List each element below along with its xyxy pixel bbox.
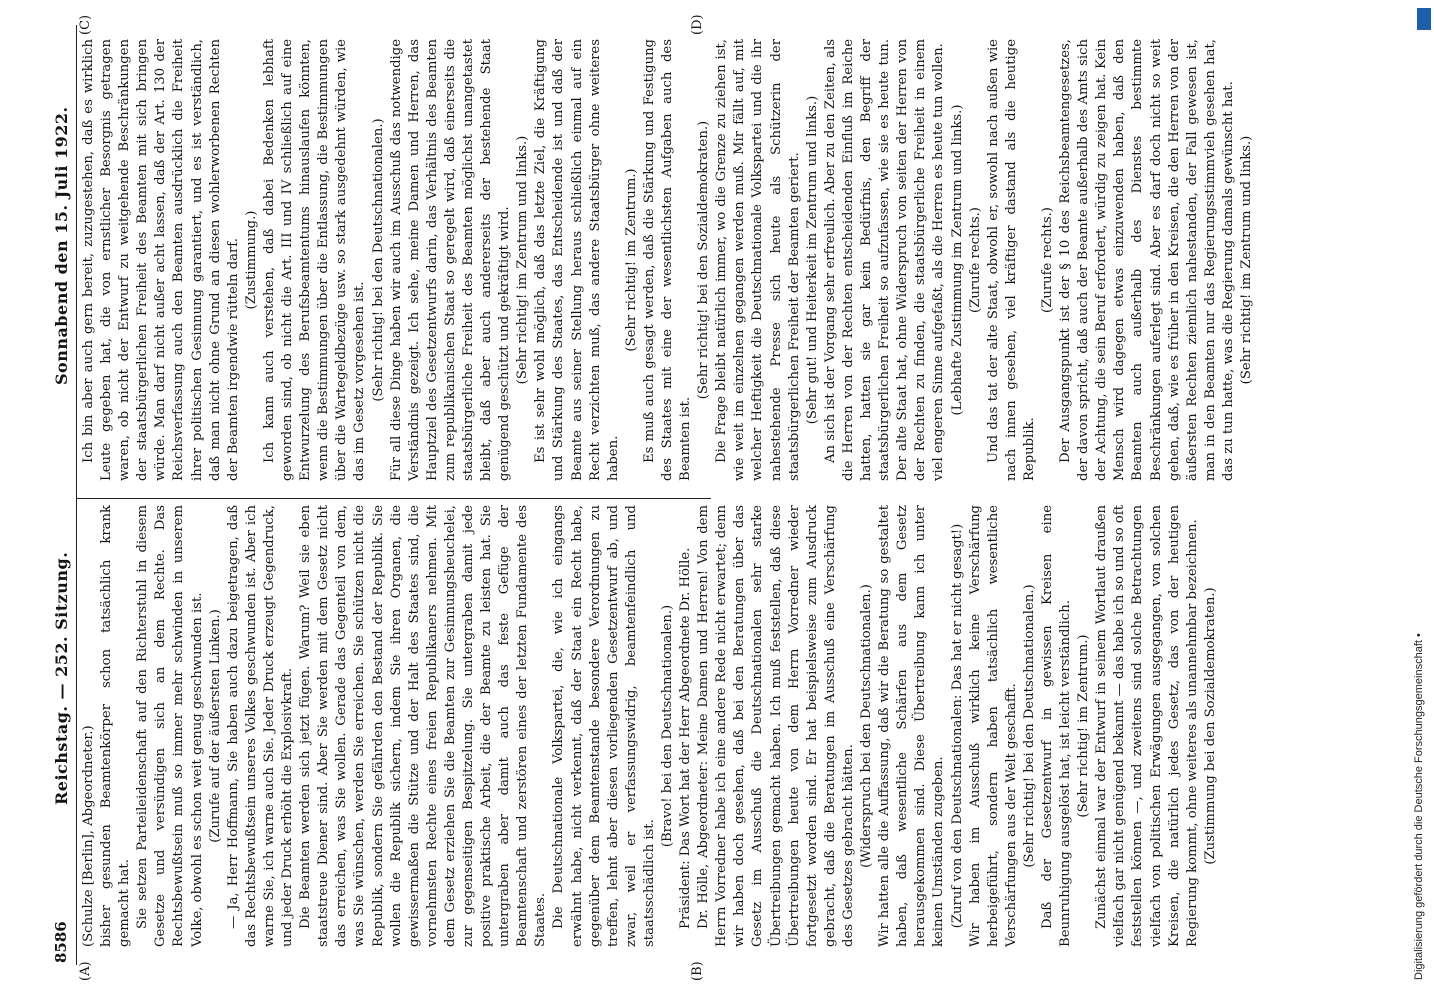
interjection: (Sehr richtig! im Zentrum und links.) — [515, 135, 531, 385]
interjection: (Lebhafte Zustimmung im Zentrum und links.) — [949, 104, 965, 416]
column-rule — [76, 498, 711, 499]
interjection: (Zuruf von den Deutschnationalen: Das hat er nicht gesagt!) — [949, 523, 965, 929]
speaker-context: (Schulze [Berlin], Abgeordneter.) — [81, 725, 96, 947]
paragraph: Der Ausgangspunkt ist der § 10 des Reichsbeamtengesetzes, der davon spricht, daß auch der Beamte außerhalb des Amts sich der Achtung, die sein Beruf erfordert, würdig zu zeigen hat. Kein Mensch wird dagegen etwas einzuwenden haben, daß den Beamten auch außerhalb des Dienstes bestimmte Beschränkungen auferlegt sind. Aber es darf doch nicht so weit gehen, daß, wie es früher in den Kreisen, die den Herren von der äußersten Rechten ziemlich nahestanden, der Fall gewesen ist, man in den Beamten nur das Regierungsstimmvieh gesehen hat, das zu tun hatte, was die Regierung damals gewünscht hat. — [1058, 39, 1236, 481]
interjection: (Bravo! bei den Deutschnationalen.) — [660, 604, 675, 848]
paragraph: Zunächst einmal war der Entwurf in seinem Wortlaut draußen vielfach gar nicht genügend bekannt — das habe ich so und so oft feststellen können —, und zweitens sind solche Betrachtungen vielfach von politischen Erwägungen ausgegangen, von solchen Kreisen, die natürlich jedes Gesetz, das von der heutigen Regierung kommt, ohne weiteres als unannehmbar bezeichnen. — [1094, 505, 1200, 947]
interjection: (Widerspruch bei den Deutschnationalen.) — [859, 584, 875, 868]
digitization-credit: Digitalisierung gefördert durch die Deutsche Forschungsgemeinschaft • — [1413, 633, 1425, 980]
header-rule — [76, 25, 77, 965]
paragraph: Daß der Gesetzentwurf in gewissen Kreisen eine Beunruhigung ausgelöst hat, ist leicht verständlich. — [1039, 505, 1074, 947]
interjection: (Zurufe rechts.) — [1039, 207, 1055, 313]
paragraph: Es ist sehr wohl möglich, daß das letzte Ziel, die Kräftigung und Stärkung des Staates, das Entscheidende ist und daß der Beamte aus seiner Stellung heraus schließlich einmal auf ein Recht verzichten muß, das andere Staatsbürger ohne weiteres haben. — [533, 39, 621, 481]
paragraph: Und das tat der alte Staat, obwohl er, sowohl nach außen wie nach innen gesehen, viel kräftiger dastand als die heutige Republik. — [985, 39, 1037, 481]
interjection: (Sehr richtig! bei den Deutschnationalen.) — [1021, 584, 1037, 868]
column-left — [80, 505, 1220, 947]
interjection: (Sehr richtig! im Zentrum und links.) — [1239, 135, 1254, 385]
paragraph: Sie setzen Parteileidenschaft auf den Richterstuhl in diesem Gesetze und versündigen sich an dem Rechte. Das Rechtsbewußtsein muß so immer mehr schwinden in unserem Volke, obwohl es schon weit genug geschwunden ist. — [135, 505, 205, 947]
paragraph: Für all diese Dinge haben wir auch im Ausschuß das notwendige Verständnis gezeigt. Ich sehe, meine Damen und Herren, das Hauptziel des Gesetzentwurfs darin, das Verhältnis des Beamten zum republikanischen Staat so geregelt wird, daß einerseits die staatsbürgerliche Freiheit des Beamten möglichst unangetastet bleibt, daß aber auch andererseits der bestehende Staat genügend geschützt und gekräftigt wird. — [388, 39, 513, 481]
paragraph: Wir hatten alle die Auffassung, daß wir die Beratung so gestaltet haben, daß wesentliche Schärfen aus dem Gesetz herausgekommen sind. Diese Übertreibung kann ich unter keinen Umständen zugeben. — [877, 505, 947, 947]
margin-letter-b: (B) — [690, 961, 705, 981]
paragraph: bisher gesunden Beamtenkörper schon tatsächlich krank gemacht hat. — [99, 505, 133, 947]
paragraph: Die Deutschnationale Volkspartei, die, wie ich eingangs erwähnt habe, nicht verkennt, daß der Staat ein Recht habe, gegenüber dem Beamtenstande besondere Verordnungen zu treffen, lehnt aber diesen vorliegenden Gesetzentwurf ab, und zwar, weil er verfassungswidrig, beamtenfeindlich und staatsschädlich ist. — [551, 505, 657, 947]
paragraph: Präsident: Das Wort hat der Herr Abgeordnete Dr. Hölle. — [678, 547, 694, 929]
margin-letter-a: (A) — [78, 961, 93, 981]
interjection: (Sehr richtig! bei den Deutschnationalen.) — [370, 118, 386, 402]
interjection: (Zurufe auf der äußersten Linken.) — [207, 609, 223, 843]
column-right — [80, 39, 1256, 481]
paragraph: Wir haben im Ausschuß wirklich keine Verschärfung herbeigeführt, sondern haben tatsächlich wesentliche Verschärfungen aus der Welt geschafft. — [967, 505, 1019, 947]
interjection: (Zustimmung.) — [243, 210, 259, 310]
running-head-right: Sonnabend den 15. Juli 1922. — [52, 106, 71, 385]
interjection: (Zurufe rechts.) — [967, 207, 983, 313]
margin-letter-d: (D) — [690, 14, 705, 35]
running-head-left: Reichstag. — 252. Sitzung. — [52, 551, 71, 805]
digitization-sidenote — [1400, 0, 1426, 1000]
paragraph: Die Frage bleibt natürlich immer, wo die Grenze zu ziehen ist, wie weit im einzelnen gegangen werden muß. Mir fällt auf, mit welcher Heftigkeit die Deutschnationale Volkspartei und die ihr nahestehende Presse sich heute als Schützerin der staatsbürgerlichen Freiheit der Beamten geriert. — [714, 39, 802, 481]
paragraph: Ich bin aber auch gern bereit, zuzugestehen, daß es wirklich Leute gegeben hat, die von ernstlicher Besorgnis getragen waren, ob nicht der Entwurf zu weitgehende Beschränkungen der staatsbürgerlichen Freiheit des Beamten mit sich bringen würde. Man darf nicht außer acht lassen, daß der Art. 130 der Reichsverfassung auch den Beamten ausdrücklich die Freiheit ihrer politischen Gesinnung garantiert, und es ist verständlich, daß man nicht ohne Grund an diesen wohlerworbenen Rechten der Beamten irgendwie rütteln darf. — [81, 39, 241, 481]
rotated-page — [50, 14, 1380, 981]
page-header — [50, 25, 78, 965]
margin-letter-c: (C) — [78, 14, 93, 35]
paragraph: Ich kann auch verstehen, daß dabei Bedenken lebhaft geworden sind, ob nicht die Art. III und IV schließlich auf eine Entwurzelung des Berufsbeamtentums hinauslaufen könnten, wenn die Bestimmungen über die Entlassung, die Bestimmungen über die Wartegeldbezüge usw. so stark ausgedehnt würden, wie das im Gesetz vorgesehen ist. — [261, 39, 368, 481]
paragraph: Dr. Hölle, Abgeordneter: Meine Damen und Herren! Von dem Herrn Vorredner habe ich eine andere Rede nicht erwartet; denn wir haben doch gesehen, daß bei den Beratungen über das Gesetz im Ausschuß die Deutschnationalen sehr starke Übertreibungen gemacht haben. Ich muß feststellen, daß diese Übertreibungen heute von dem Herrn Vorredner wieder fortgesetzt worden sind. Er hat beispielsweise zum Ausdruck gebracht, daß die Beratungen im Ausschuß eine Verschärfung des Gesetzes gebracht hätten. — [696, 505, 856, 947]
paragraph: Es muß auch gesagt werden, daß die Stärkung und Festigung des Staates mit eine der wesentlichsten Aufgaben auch des Beamten ist. — [641, 39, 694, 481]
interjection: (Zustimmung bei den Sozialdemokraten.) — [1202, 587, 1218, 865]
interjection: (Sehr gut! und Heiterkeit im Zentrum und links.) — [804, 95, 820, 425]
interjection: (Sehr richtig! im Zentrum.) — [623, 168, 639, 352]
paragraph: — Ja, Herr Hoffmann, Sie haben auch dazu beigetragen, daß das Rechtsbewußtsein unseres Volkes geschwunden ist. Aber ich warne Sie, ich warne auch Sie. Jeder Druck erzeugt Gegendruck, und jeder Druck erhöht die Explosivkraft. — [225, 505, 296, 947]
paragraph: Die Beamten werden sich jetzt fügen. Warum? Weil sie eben staatstreue Diener sind. Aber Sie werden mit dem Gesetz nicht das erreichen, was Sie wollen. Gerade das Gegenteil von dem, was Sie wünschen, werden Sie erreichen. Sie schützen nicht die Republik, sondern Sie gefährden den Bestand der Republik. Sie wollen die Republik sichern, indem Sie ihren Organen, die gewissermaßen die Stütze und der Halt des Staates sind, die vornehmsten Rechte eines freien Republikaners nehmen. Mit dem Gesetz erziehen Sie die Beamten zur Gesinnungsheuchelei, zur gegenseitigen Bespitzelung. Sie untergraben damit jede positive praktische Arbeit, die der Beamte zu leisten hat. Sie untergraben aber damit auch das feste Gefüge der Beamtenschaft und zerstören eines der letzten Fundamente des Staates. — [298, 505, 549, 947]
paragraph: An sich ist der Vorgang sehr erfreulich. Aber zu den Zeiten, als die Herren von der Rechten entscheidenden Einfluß im Reiche hatten, hatten sie gar kein Bedürfnis, den Begriff der staatsbürgerlichen Freiheit so aufzufassen, wie sie es heute tun. Der alte Staat hat, ohne Widerspruch von seiten der Herren von der Rechten zu finden, die staatsbürgerliche Freiheit in einem viel engeren Sinne aufgefaßt, als die Herren es heute tun wollen. — [822, 39, 947, 481]
page-number: 8586 — [52, 921, 70, 963]
interjection: (Sehr richtig! bei den Sozialdemokraten.) — [696, 120, 712, 400]
interjection: (Sehr richtig! im Zentrum.) — [1076, 634, 1092, 818]
